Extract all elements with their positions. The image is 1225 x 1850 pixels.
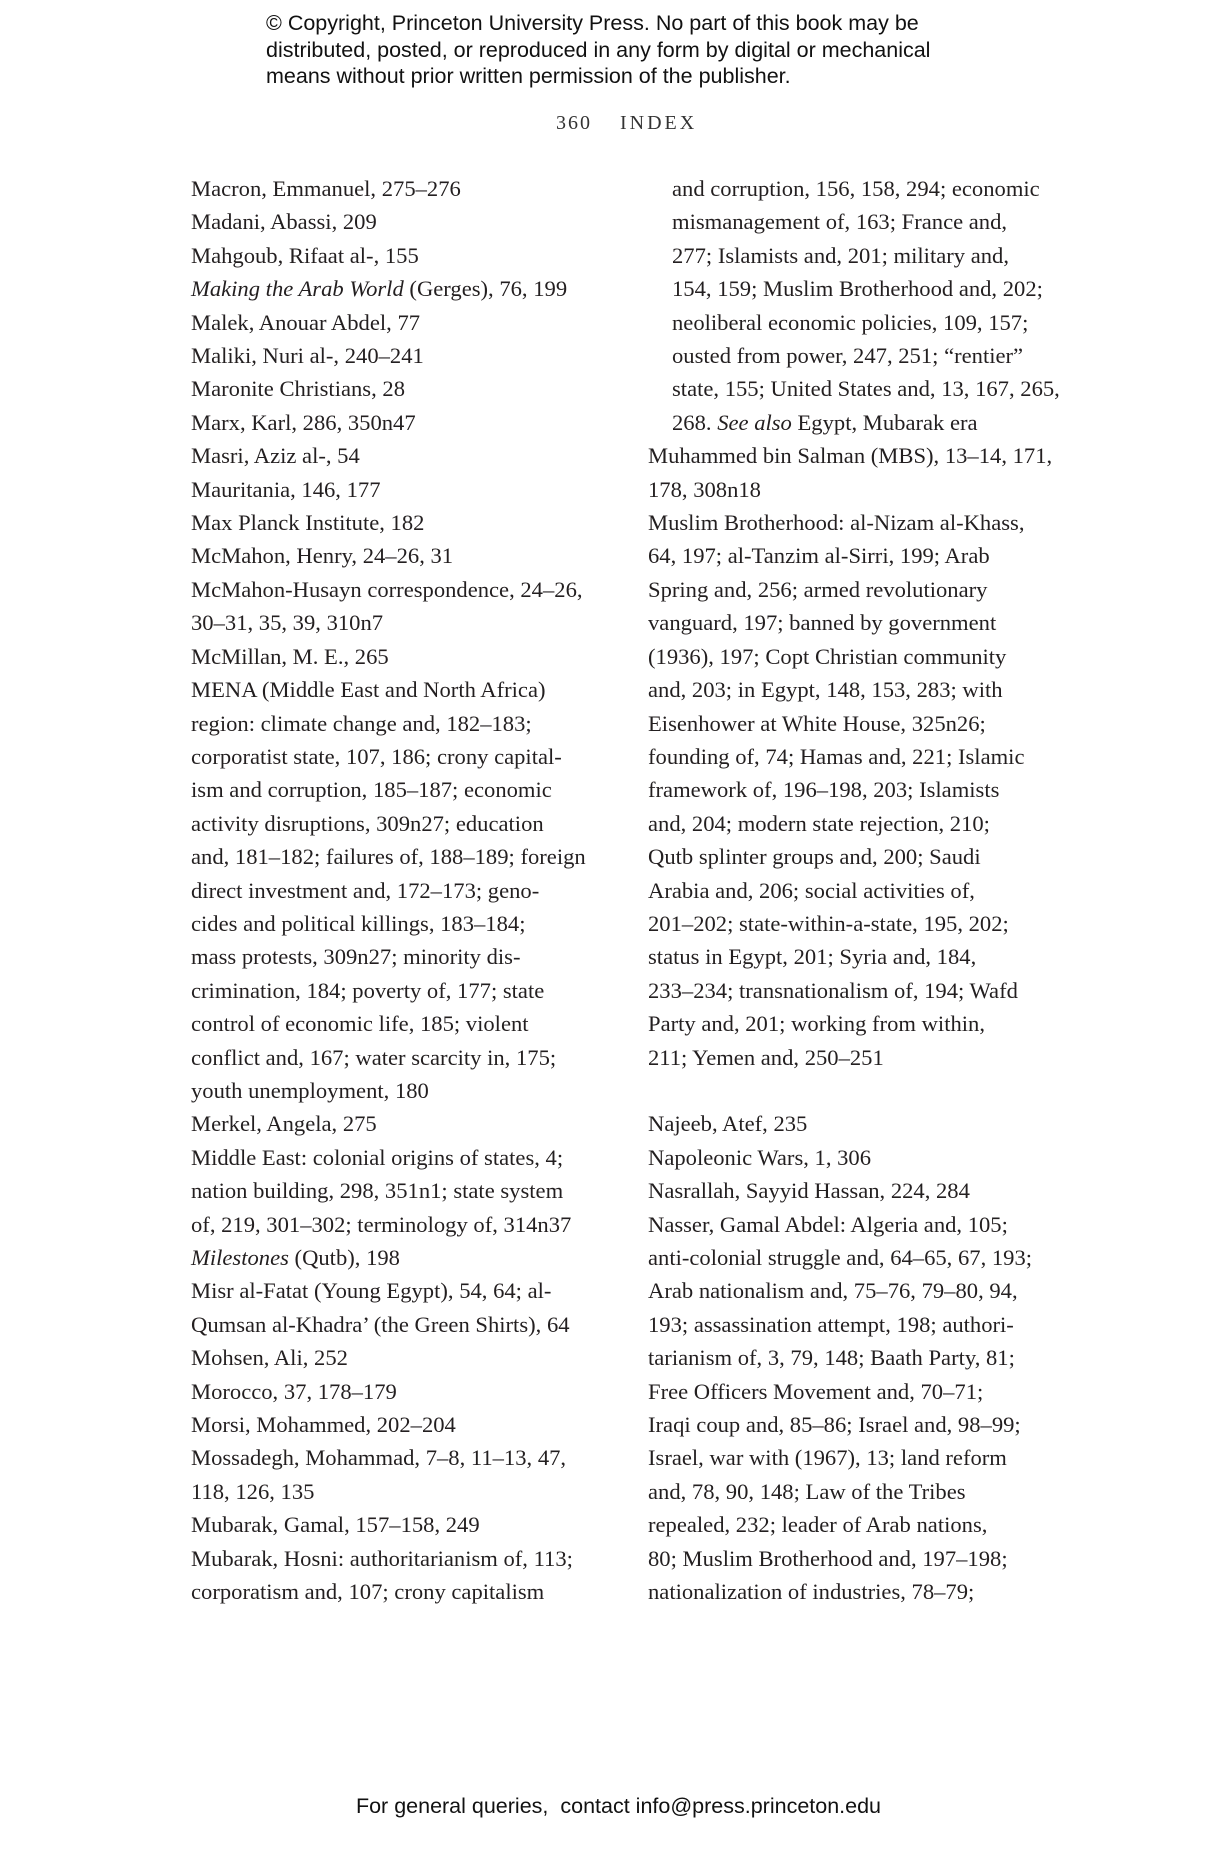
index-entry [191, 673, 611, 1107]
index-entry-line: and, 78, 90, 148; Law of the Tribes [648, 1478, 966, 1504]
index-entry-line: status in Egypt, 201; Syria and, 184, [648, 944, 977, 970]
page-number: 360 [556, 112, 592, 134]
index-entry-line: ism and corruption, 185–187; economic [191, 777, 552, 803]
index-entry-line: 64, 197; al-Tanzim al-Sirri, 199; Arab [648, 543, 990, 569]
index-entry-line: Spring and, 256; armed revolutionary [648, 576, 988, 602]
index-entry-line: and corruption, 156, 158, 294; economic [672, 176, 1040, 201]
index-entry [191, 1375, 611, 1408]
index-entry [191, 1141, 611, 1241]
index-entry-line: corporatism and, 107; crony capitalism [191, 1579, 545, 1605]
index-entry-line: 201–202; state-within-a-state, 195, 202; [648, 910, 1009, 936]
index-entry [191, 1508, 611, 1541]
index-entry-line: nation building, 298, 351n1; state system [191, 1178, 564, 1204]
index-entry-line: conflict and, 167; water scarcity in, 175; [191, 1044, 557, 1070]
index-entry-line: tarianism of, 3, 79, 148; Baath Party, 81; [648, 1345, 1015, 1371]
index-entry-line: mass protests, 309n27; minority dis- [191, 944, 521, 970]
index-entry-line: mismanagement of, 163; France and, [672, 209, 1008, 235]
index-entry-line: Morocco, 37, 178–179 [191, 1378, 397, 1404]
index-entry-line: youth unemployment, 180 [191, 1077, 429, 1103]
index-entry-line: Muslim Brotherhood: al-Nizam al-Khass, [648, 510, 1025, 536]
index-entry-title: Making the Arab World [191, 276, 404, 302]
index-entry-line: Muhammed bin Salman (MBS), 13–14, 171, [648, 443, 1053, 469]
footer-contact: contact info@press.princeton.edu [560, 1794, 882, 1818]
index-entry-line: vanguard, 197; banned by government [648, 610, 997, 636]
index-entry-line: Mahgoub, Rifaat al-, 155 [191, 242, 419, 268]
index-entry [648, 1141, 1068, 1174]
index-entry-line: (1936), 197; Copt Christian community [648, 643, 1007, 669]
footer [0, 1794, 1225, 1819]
index-entry-line: framework of, 196–198, 203; Islamists [648, 777, 1000, 803]
index-entry-line: Free Officers Movement and, 70–71; [648, 1378, 984, 1404]
index-entry-line: 211; Yemen and, 250–251 [648, 1044, 884, 1070]
index-entry-line: cides and political killings, 183–184; [191, 910, 526, 936]
index-entry-line: 80; Muslim Brotherhood and, 197–198; [648, 1545, 1008, 1571]
see-also-label: See also [717, 409, 792, 435]
index-column-right [648, 172, 1068, 1608]
index-entry-line: McMahon, Henry, 24–26, 31 [191, 543, 454, 569]
index-entry-line: Misr al-Fatat (Young Egypt), 54, 64; al- [191, 1278, 552, 1304]
index-entry-line: region: climate change and, 182–183; [191, 710, 532, 736]
index-entry-line: Masri, Aziz al-, 54 [191, 443, 360, 469]
index-entry-line: founding of, 74; Hamas and, 221; Islamic [648, 743, 1025, 769]
index-entry-line: Malek, Anouar Abdel, 77 [191, 309, 421, 335]
index-entry-line: Macron, Emmanuel, 275–276 [191, 176, 461, 201]
copyright-line: means without prior written permission of the publisher. [266, 64, 791, 88]
index-entry-line: Nasrallah, Sayyid Hassan, 224, 284 [648, 1178, 970, 1204]
index-entry [191, 1274, 611, 1341]
index-entry-line: MENA (Middle East and North Africa) [191, 677, 546, 703]
index-entry-line: Mubarak, Gamal, 157–158, 249 [191, 1512, 480, 1538]
index-entry-line: Napoleonic Wars, 1, 306 [648, 1144, 872, 1170]
index-entry [191, 339, 611, 372]
index-entry-line: ousted from power, 247, 251; “rentier” [672, 343, 1024, 369]
index-entry-line: McMahon-Husayn correspondence, 24–26, [191, 576, 583, 602]
index-entry [191, 573, 611, 640]
index-entry-line: corporatist state, 107, 186; crony capital- [191, 743, 562, 769]
index-entry [191, 640, 611, 673]
index-entry [191, 205, 611, 238]
index-entry [191, 172, 611, 205]
index-entry-line: crimination, 184; poverty of, 177; state [191, 977, 545, 1003]
index-entry-line: of, 219, 301–302; terminology of, 314n37 [191, 1211, 572, 1237]
index-entry-line: and, 181–182; failures of, 188–189; foreign [191, 844, 586, 870]
index-entry [191, 372, 611, 405]
index-entry-line: 154, 159; Muslim Brotherhood and, 202; [672, 276, 1043, 302]
index-entry-title: Milestones [191, 1245, 289, 1270]
index-entry-line: activity disruptions, 309n27; education [191, 810, 544, 836]
index-entry-line: Making the Arab World (Gerges), 76, 199 [191, 276, 568, 302]
index-entry-line: Marx, Karl, 286, 350n47 [191, 409, 416, 435]
index-entry [191, 506, 611, 539]
index-entry-line: Max Planck Institute, 182 [191, 510, 425, 536]
index-entry-line: Milestones (Qutb), 198 [191, 1245, 400, 1270]
index-entry-line: Israel, war with (1967), 13; land reform [648, 1445, 1007, 1471]
index-entry [191, 473, 611, 506]
index-entry-line: anti-colonial struggle and, 64–65, 67, 193; [648, 1244, 1033, 1270]
index-entry-line: Mauritania, 146, 177 [191, 476, 381, 502]
index-entry-line: Mohsen, Ali, 252 [191, 1345, 348, 1371]
index-entry-line: direct investment and, 172–173; geno- [191, 877, 540, 903]
running-head-title: INDEX [620, 112, 698, 134]
index-entry [191, 539, 611, 572]
footer-label: For general queries, [355, 1794, 549, 1818]
index-entry-line: nationalization of industries, 78–79; [648, 1579, 975, 1605]
index-entry-line: and, 203; in Egypt, 148, 153, 283; with [648, 677, 1003, 703]
see-also-line: 268. See also Egypt, Mubarak era [672, 409, 978, 435]
index-group-m [648, 439, 1068, 1074]
index-entry [648, 1174, 1068, 1207]
index-entry [191, 1441, 611, 1508]
index-entry-line: repealed, 232; leader of Arab nations, [648, 1512, 988, 1538]
index-entry [191, 1107, 611, 1140]
index-entry-line: 118, 126, 135 [191, 1478, 315, 1504]
index-entry [191, 272, 611, 305]
index-entry-line: 30–31, 35, 39, 310n7 [191, 610, 384, 636]
copyright-notice [266, 10, 1026, 90]
index-entry-line: Qumsan al-Khadra’ (the Green Shirts), 64 [191, 1311, 570, 1337]
index-entry [191, 1408, 611, 1441]
index-entry-line: 178, 308n18 [648, 476, 761, 502]
index-entry [648, 1208, 1068, 1609]
index-entry [191, 1542, 611, 1609]
copyright-line: © Copyright, Princeton University Press. No part of this book may be [266, 11, 919, 35]
index-entry [191, 406, 611, 439]
index-entry [191, 239, 611, 272]
index-entry-line: Mubarak, Hosni: authoritarianism of, 113; [191, 1545, 573, 1571]
index-entry-line: Eisenhower at White House, 325n26; [648, 710, 986, 736]
index-entry [648, 1107, 1068, 1140]
index-entry-line: Maliki, Nuri al-, 240–241 [191, 343, 424, 369]
index-entry [191, 1241, 611, 1274]
index-entry-line: Nasser, Gamal Abdel: Algeria and, 105; [648, 1211, 1008, 1237]
continued-entry [648, 172, 1068, 439]
index-entry-line: 233–234; transnationalism of, 194; Wafd [648, 977, 1018, 1003]
index-entry-line: Mossadegh, Mohammad, 7–8, 11–13, 47, [191, 1445, 567, 1471]
copyright-line: distributed, posted, or reproduced in any form by digital or mechanical [266, 37, 931, 62]
index-column-left [191, 172, 611, 1608]
index-entry-line: Maronite Christians, 28 [191, 376, 405, 402]
letter-gap [648, 1074, 1068, 1107]
index-entry [191, 1341, 611, 1374]
index-entry-line: Iraqi coup and, 85–86; Israel and, 98–99; [648, 1412, 1021, 1438]
index-entry-line: McMillan, M. E., 265 [191, 643, 389, 669]
index-entry [648, 439, 1068, 506]
index-entry-line: Qutb splinter groups and, 200; Saudi [648, 844, 981, 870]
index-entry-line: Middle East: colonial origins of states, 4; [191, 1144, 564, 1170]
index-entry [648, 506, 1068, 1074]
index-entry-line: 277; Islamists and, 201; military and, [672, 242, 1009, 268]
index-entry-line: state, 155; United States and, 13, 167, 265, [672, 376, 1060, 402]
index-entry-line: Arabia and, 206; social activities of, [648, 877, 975, 903]
index-entry-line: and, 204; modern state rejection, 210; [648, 810, 990, 836]
index-entry-line: 193; assassination attempt, 198; authori- [648, 1311, 1014, 1337]
index-entry [191, 306, 611, 339]
index-entry-line: Arab nationalism and, 75–76, 79–80, 94, [648, 1278, 1018, 1304]
index-entry-line: Morsi, Mohammed, 202–204 [191, 1412, 456, 1438]
index-entry [191, 439, 611, 472]
index-entry-line: Merkel, Angela, 275 [191, 1111, 377, 1137]
index-entry-line: neoliberal economic policies, 109, 157; [672, 309, 1029, 335]
index-entry-line: control of economic life, 185; violent [191, 1011, 529, 1037]
index-entry-line: Najeeb, Atef, 235 [648, 1111, 808, 1137]
index-group-n [648, 1107, 1068, 1608]
index-entry-line: Party and, 201; working from within, [648, 1011, 985, 1037]
index-entry-line: Madani, Abassi, 209 [191, 209, 377, 235]
